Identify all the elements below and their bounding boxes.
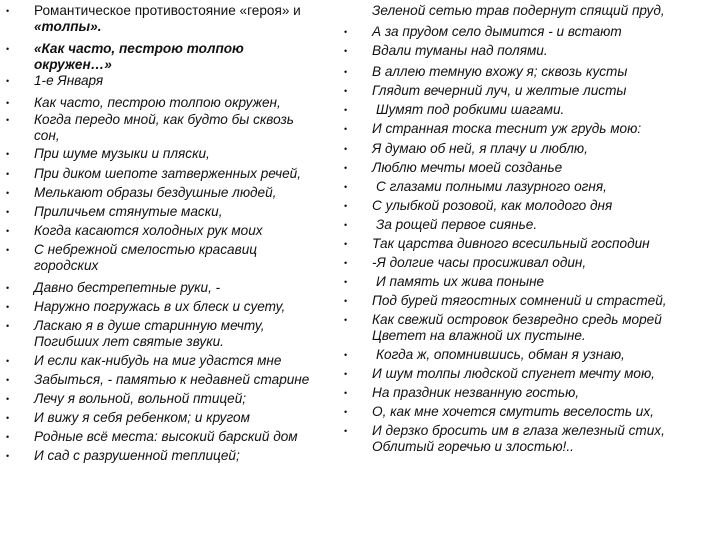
poem-line: Глядит вечерний луч, и желтые листы	[372, 83, 627, 98]
left-text-line: Наружно погружась в их блеск и суету,	[34, 299, 286, 314]
left-text-line: окружен…»	[34, 57, 112, 72]
bullet-marker: •	[6, 169, 10, 179]
bullet-marker: •	[344, 277, 348, 287]
left-text-line: городских	[34, 258, 99, 273]
poem-line: На праздник незванную гостью,	[372, 385, 580, 400]
poem-line: Облитый горечью и злостью!..	[372, 439, 574, 454]
bullet-marker: •	[344, 239, 348, 249]
bullet-marker: •	[6, 149, 10, 159]
bullet-marker: •	[344, 201, 348, 211]
left-text-line: Приличьем стянутые маски,	[34, 204, 223, 219]
bullet-marker: •	[344, 46, 348, 56]
poem-line: С глазами полными лазурного огня,	[376, 179, 607, 194]
bullet-marker: •	[344, 124, 348, 134]
bullet-marker: •	[344, 258, 348, 268]
bullet-marker: •	[6, 394, 10, 404]
left-text-line: С небрежной смелостью красавиц	[34, 242, 258, 257]
poem-line: Зеленой сетью трав подернут спящий пруд,	[372, 3, 665, 18]
poem-line: И память их жива поныне	[376, 274, 545, 289]
left-text-line: Погибших лет святые звуки.	[34, 334, 224, 349]
bullet-marker: •	[6, 98, 10, 108]
bullet-marker: •	[344, 369, 348, 379]
bullet-marker: •	[344, 315, 348, 325]
bullet-marker: •	[344, 105, 348, 115]
bullet-marker: •	[344, 426, 348, 436]
poem-line: С улыбкой розовой, как молодого дня	[372, 198, 613, 213]
left-text-line: 1-е Января	[34, 73, 104, 88]
poem-line: Цветет на влажной их пустыне.	[372, 328, 586, 343]
bullet-marker: •	[6, 451, 10, 461]
bullet-marker: •	[6, 432, 10, 442]
left-text-line: И если как-нибудь на миг удастся мне	[34, 353, 282, 368]
bullet-marker: •	[344, 163, 348, 173]
bullet-marker: •	[6, 321, 10, 331]
bullet-marker: •	[344, 388, 348, 398]
poem-line: Как свежий островок безвредно средь морей	[372, 312, 662, 327]
bullet-marker: •	[344, 67, 348, 77]
left-text-line: Когда передо мной, как будто бы сквозь	[34, 112, 294, 127]
left-text-line: Как часто, пестрою толпою окружен,	[34, 95, 281, 110]
left-text-line: сон,	[34, 128, 60, 143]
bullet-marker: •	[6, 283, 10, 293]
bullet-marker: •	[344, 144, 348, 154]
left-text-line: Когда касаются холодных рук моих	[34, 223, 263, 238]
bullet-marker: •	[6, 6, 10, 16]
poem-line: Я думаю об ней, я плачу и люблю,	[372, 141, 588, 156]
left-text-line: «толпы».	[34, 19, 102, 34]
bullet-marker: •	[344, 350, 348, 360]
bullet-marker: •	[6, 226, 10, 236]
poem-line: -Я долгие часы просиживал один,	[372, 255, 587, 270]
left-text-line: И вижу я себя ребенком; и кругом	[34, 410, 250, 425]
left-text-line: При шуме музыки и пляски,	[34, 146, 210, 161]
poem-line: И странная тоска теснит уж грудь мою:	[372, 121, 642, 136]
left-text-line: Давно бестрепетные руки, -	[34, 280, 221, 295]
poem-line: Люблю мечты моей созданье	[372, 160, 563, 175]
poem-line: И шум толпы людской спугнет мечту мою,	[372, 366, 655, 381]
bullet-marker: •	[6, 207, 10, 217]
bullet-marker: •	[344, 296, 348, 306]
poem-line: Так царства дивного всесильный господин	[372, 236, 650, 251]
bullet-marker: •	[344, 407, 348, 417]
bullet-marker: •	[6, 302, 10, 312]
left-text-line: И сад с разрушенной теплицей;	[34, 448, 240, 463]
bullet-marker: •	[6, 188, 10, 198]
left-text-line: Романтическое противостояние «героя» и	[34, 3, 301, 18]
left-text-line: Мелькают образы бездушные людей,	[34, 185, 277, 200]
left-text-line: «Как часто, пестрою толпою	[34, 41, 244, 56]
bullet-marker: •	[6, 375, 10, 385]
poem-line: Под бурей тягостных сомнений и страстей,	[372, 293, 667, 308]
left-text-line: Родные всё места: высокий барский дом	[34, 429, 298, 444]
poem-line: И дерзко бросить им в глаза железный стих,	[372, 423, 665, 438]
bullet-marker: •	[344, 27, 348, 37]
poem-line: А за прудом село дымится - и встают	[372, 24, 622, 39]
bullet-marker: •	[6, 44, 10, 54]
poem-line: В аллею темную вхожу я; сквозь кусты	[372, 64, 628, 79]
bullet-marker: •	[344, 182, 348, 192]
left-text-line: Забыться, - памятью к недавней старине	[34, 372, 310, 387]
poem-line: О, как мне хочется смутить веселость их,	[372, 404, 654, 419]
poem-line: Вдали туманы над полями.	[372, 43, 548, 58]
bullet-marker: •	[6, 245, 10, 255]
bullet-marker: •	[6, 356, 10, 366]
bullet-marker: •	[344, 86, 348, 96]
bullet-marker: •	[6, 115, 10, 125]
bullet-marker: •	[6, 413, 10, 423]
left-text-line: Ласкаю я в душе старинную мечту,	[34, 318, 265, 333]
left-text-line: При диком шепоте затверженных речей,	[34, 166, 301, 181]
poem-line: За рощей первое сиянье.	[376, 217, 538, 232]
poem-line: Шумят под робкими шагами.	[376, 102, 565, 117]
left-text-line: Лечу я вольной, вольной птицей;	[34, 391, 247, 406]
poem-line: Когда ж, опомнившись, обман я узнаю,	[376, 347, 625, 362]
bullet-marker: •	[6, 76, 10, 86]
bullet-marker: •	[344, 220, 348, 230]
